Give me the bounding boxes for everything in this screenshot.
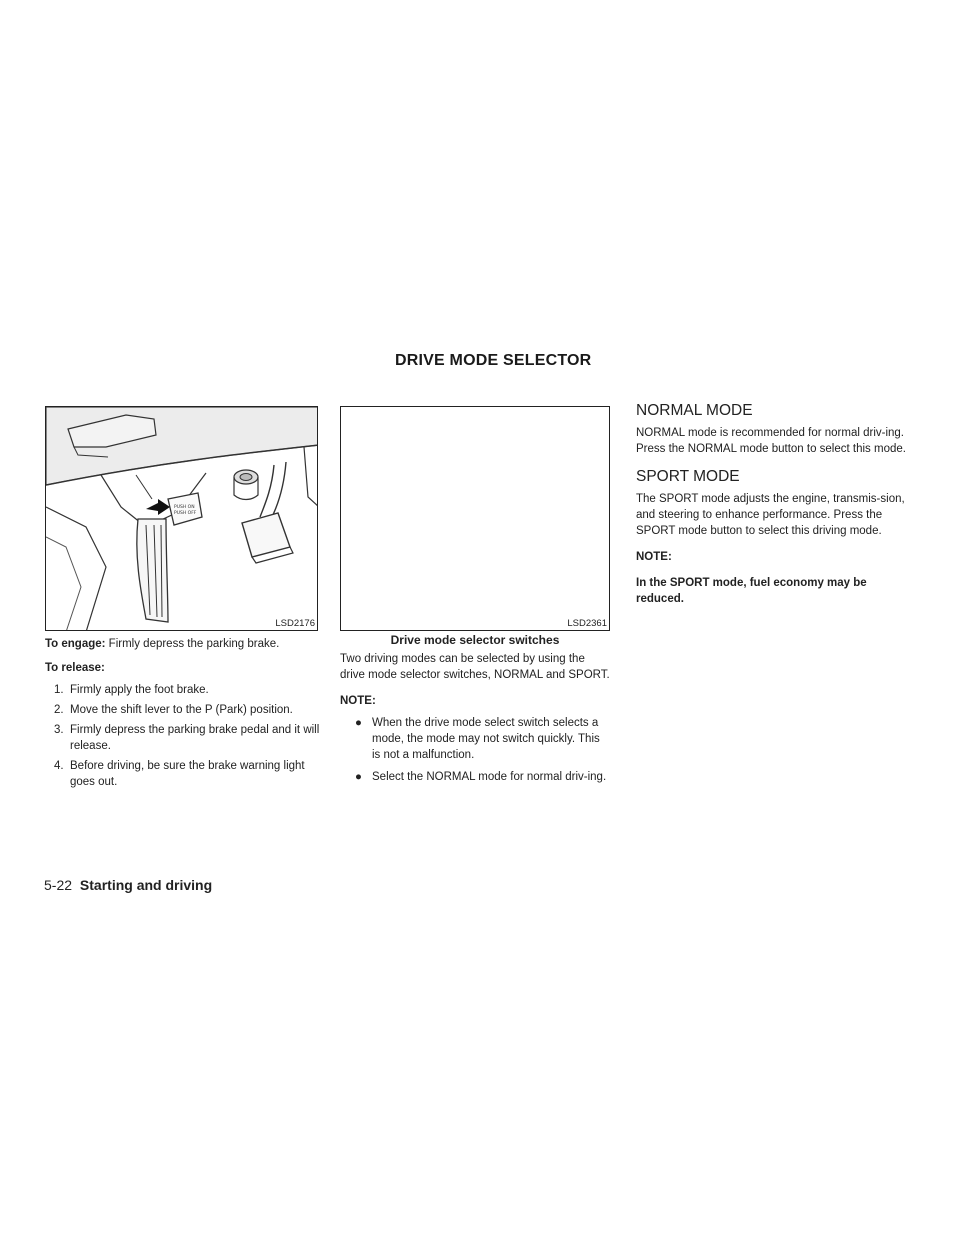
list-item: [340, 769, 610, 785]
list-item: [45, 758, 321, 790]
list-item: [45, 682, 321, 698]
arrow-icon: [146, 499, 170, 515]
sport-mode-text: The SPORT mode adjusts the engine, transmis-sion, and steering to enhance performance. Press the SPORT mode button to select this driving mode.: [636, 493, 905, 537]
page-footer: [44, 877, 212, 893]
list-number: 2.: [54, 704, 64, 716]
parking-brake-illustration: [46, 407, 318, 631]
engage-paragraph: [45, 636, 321, 652]
release-label: To release:: [45, 662, 105, 674]
bullet-text: When the drive mode select switch selects a mode, the mode may not switch quickly. This is not a malfunction.: [372, 717, 600, 761]
engage-label: To engage:: [45, 638, 106, 650]
sport-mode-heading: SPORT MODE: [636, 468, 740, 485]
list-item: [45, 722, 321, 754]
list-item: [340, 715, 610, 763]
list-text: Move the shift lever to the P (Park) position.: [70, 704, 293, 716]
list-number: 3.: [54, 724, 64, 736]
page-number: 5-22: [44, 877, 73, 893]
list-text: Before driving, be sure the brake warning light goes out.: [70, 760, 305, 788]
footer-section-name: Starting and driving: [79, 877, 213, 893]
pedal-label-bottom: PUSH OFF: [174, 511, 197, 516]
pedal-label-top: PUSH ON: [174, 505, 195, 510]
drive-mode-figure: [340, 406, 610, 631]
list-item: [45, 702, 321, 718]
drive-mode-description: [340, 651, 610, 791]
list-text: Firmly apply the foot brake.: [70, 684, 209, 696]
intro-paragraph: Two driving modes can be selected by using the drive mode selector switches, NORMAL and SPORT.: [340, 653, 610, 681]
parking-brake-figure: [45, 406, 318, 631]
normal-mode-heading: NORMAL MODE: [636, 402, 753, 419]
list-number: 1.: [54, 684, 64, 696]
figure-code: LSD2361: [567, 618, 607, 629]
section-title: DRIVE MODE SELECTOR: [395, 352, 592, 369]
list-number: 4.: [54, 760, 64, 772]
bullet-icon: ●: [355, 771, 362, 783]
note-label: NOTE:: [636, 551, 672, 563]
parking-brake-instructions: [45, 636, 321, 794]
bullet-text: Select the NORMAL mode for normal driv-ing.: [372, 771, 607, 783]
list-text: Firmly depress the parking brake pedal and it will release.: [70, 724, 320, 752]
figure-caption: Drive mode selector switches: [390, 633, 560, 647]
bullet-icon: ●: [355, 717, 362, 729]
note-label: NOTE:: [340, 695, 376, 707]
figure-code: LSD2176: [275, 618, 315, 629]
engage-text: Firmly depress the parking brake.: [105, 638, 280, 650]
normal-mode-text: NORMAL mode is recommended for normal driv-ing. Press the NORMAL mode button to select this mode.: [636, 427, 906, 455]
note-text: In the SPORT mode, fuel economy may be reduced.: [636, 577, 867, 605]
mode-descriptions: [636, 403, 908, 607]
